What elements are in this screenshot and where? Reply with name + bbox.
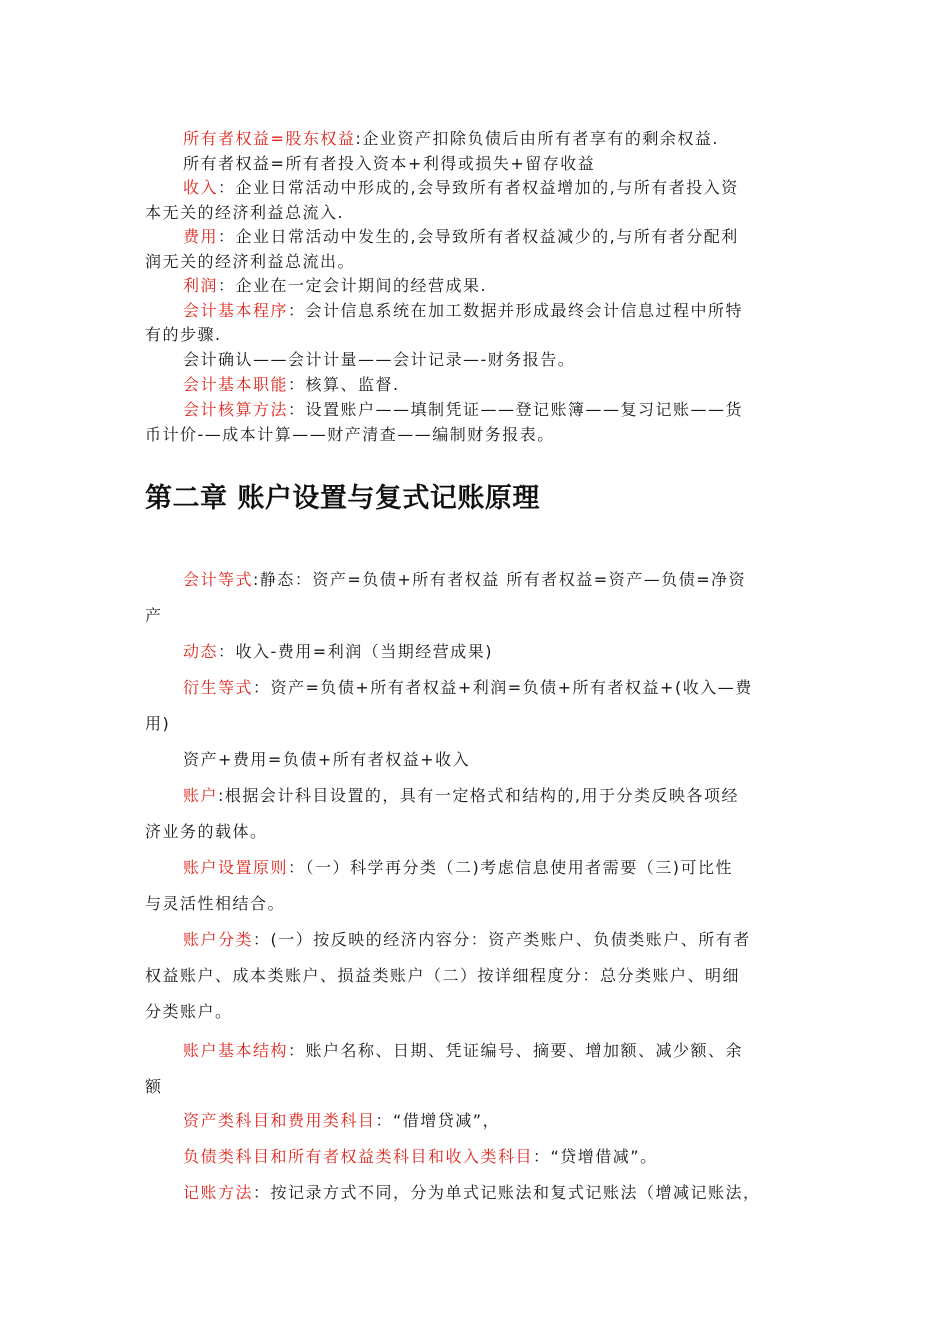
term: 所有者权益=股东权益 — [183, 129, 356, 148]
term: 资产类科目和费用类科目 — [183, 1111, 376, 1130]
body-text: ：收入-费用=利润（当期经营成果) — [218, 642, 493, 661]
term: 动态 — [183, 642, 219, 661]
body-text: :企业资产扣除负债后由所有者享有的剩余权益. — [355, 129, 719, 148]
paragraph-derived-equation — [183, 676, 753, 700]
term: 会计基本职能 — [183, 375, 289, 394]
paragraph-continuation — [145, 964, 740, 988]
paragraph-accounting-functions — [183, 373, 400, 397]
paragraph-continuation — [145, 1075, 163, 1099]
body-text: ：企业日常活动中发生的,会导致所有者权益减少的,与所有者分配利 — [218, 227, 739, 246]
paragraph-continuation — [145, 250, 355, 274]
term: 账户 — [183, 786, 219, 805]
paragraph-account — [183, 784, 739, 808]
body-text: ：(一）按反映的经济内容分：资产类账户、负债类账户、所有者 — [253, 930, 751, 949]
body-text: 资产+费用=负债+所有者权益+收入 — [183, 750, 471, 769]
body-text: :静态：资产=负债+所有者权益 所有者权益=资产—负债=净资 — [253, 570, 747, 589]
term: 账户设置原则 — [183, 858, 289, 877]
body-text: 会计确认——会计计量——会计记录—-财务报告。 — [183, 350, 576, 369]
term: 账户分类 — [183, 930, 254, 949]
body-text: 润无关的经济利益总流出。 — [145, 252, 356, 271]
body-text: 济业务的载体。 — [145, 822, 268, 841]
body-text: ：核算、监督. — [288, 375, 400, 394]
paragraph-dynamic — [183, 640, 493, 664]
term: 会计等式 — [183, 570, 254, 589]
paragraph-continuation — [145, 423, 555, 447]
body-text: 权益账户、成本类账户、损益类账户（二）按详细程度分：总分类账户、明细 — [145, 966, 741, 985]
paragraph-equity-formula — [183, 152, 595, 176]
body-text: ：企业在一定会计期间的经营成果. — [218, 276, 488, 295]
chapter-title: 第二章 账户设置与复式记账原理 — [145, 483, 540, 514]
paragraph-continuation — [145, 323, 222, 347]
paragraph-liability-equity-rule — [183, 1145, 658, 1169]
body-text: 用) — [145, 714, 171, 733]
body-text: 有的步骤. — [145, 325, 222, 344]
body-text: ：（一）科学再分类（二)考虑信息使用者需要（三)可比性 — [288, 858, 734, 877]
paragraph-expense — [183, 225, 739, 249]
body-text: ：设置账户——填制凭证——登记账簿——复习记账——货 — [288, 400, 744, 419]
paragraph-procedure-steps — [183, 348, 575, 372]
paragraph-accounting-equation — [183, 568, 746, 592]
paragraph-accounting-methods — [183, 398, 743, 422]
paragraph-expanded-equation — [183, 748, 470, 772]
term: 账户基本结构 — [183, 1041, 289, 1060]
paragraph-continuation — [145, 1000, 233, 1024]
body-text: ：“贷增借减”。 — [533, 1147, 658, 1166]
term: 衍生等式 — [183, 678, 254, 697]
body-text: 所有者权益=所有者投入资本+利得或损失+留存收益 — [183, 154, 596, 173]
paragraph-profit — [183, 274, 487, 298]
body-text: ：“借增贷减”， — [375, 1111, 501, 1130]
term: 收入 — [183, 178, 219, 197]
body-text: 分类账户。 — [145, 1002, 233, 1021]
term: 记账方法 — [183, 1183, 254, 1202]
paragraph-owners-equity — [183, 127, 719, 151]
paragraph-continuation — [145, 820, 268, 844]
body-text: ：会计信息系统在加工数据并形成最终会计信息过程中所特 — [288, 301, 744, 320]
body-text: 币计价-—成本计算——财产清查——编制财务报表。 — [145, 425, 555, 444]
body-text: :根据会计科目设置的，具有一定格式和结构的,用于分类反映各项经 — [218, 786, 739, 805]
body-text: 本无关的经济利益总流入. — [145, 203, 345, 222]
body-text: ：按记录方式不同，分为单式记账法和复式记账法（增减记账法， — [253, 1183, 761, 1202]
body-text: ：企业日常活动中形成的,会导致所有者权益增加的,与所有者投入资 — [218, 178, 739, 197]
paragraph-asset-expense-rule — [183, 1109, 500, 1133]
body-text: 额 — [145, 1077, 163, 1096]
paragraph-account-structure — [183, 1039, 743, 1063]
term: 会计基本程序 — [183, 301, 289, 320]
body-text: 与灵活性相结合。 — [145, 894, 286, 913]
paragraph-continuation — [145, 712, 170, 736]
term: 负债类科目和所有者权益类科目和收入类科目 — [183, 1147, 534, 1166]
body-text: ：账户名称、日期、凭证编号、摘要、增加额、减少额、余 — [288, 1041, 744, 1060]
body-text: ：资产=负债+所有者权益+利润=负债+所有者权益+(收入—费 — [253, 678, 753, 697]
body-text: 产 — [145, 606, 163, 625]
paragraph-continuation — [145, 892, 285, 916]
paragraph-continuation — [145, 201, 344, 225]
paragraph-account-classification — [183, 928, 751, 952]
term: 会计核算方法 — [183, 400, 289, 419]
paragraph-accounting-procedure — [183, 299, 743, 323]
paragraph-account-principles — [183, 856, 733, 880]
term: 费用 — [183, 227, 219, 246]
paragraph-continuation — [145, 604, 163, 628]
paragraph-revenue — [183, 176, 739, 200]
paragraph-bookkeeping-method — [183, 1181, 761, 1205]
term: 利润 — [183, 276, 219, 295]
